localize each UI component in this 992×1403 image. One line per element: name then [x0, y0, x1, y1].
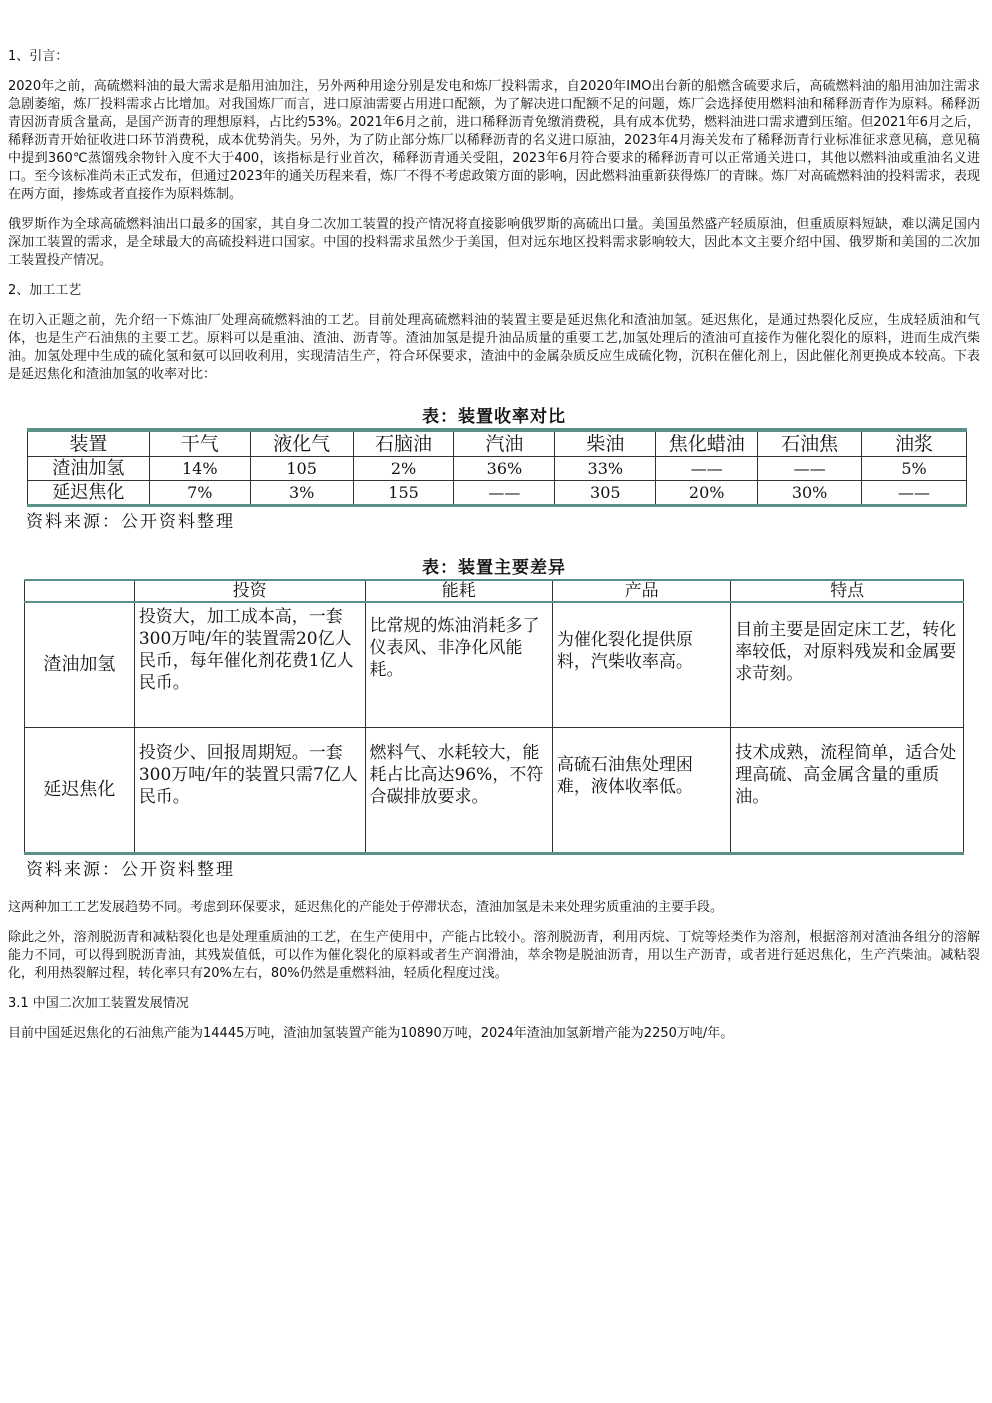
yield-header-cell: 焦化蜡油 — [656, 430, 758, 457]
yield-cell: —— — [656, 457, 758, 481]
yield-cell: 30% — [758, 481, 862, 506]
diff-header-cell: 投资 — [134, 580, 365, 602]
yield-cell: 155 — [353, 481, 454, 506]
yield-header-cell: 柴油 — [555, 430, 656, 457]
yield-header-cell: 石油焦 — [758, 430, 862, 457]
intro-heading: 1、引言： — [8, 49, 69, 64]
diff-header-cell: 特点 — [731, 580, 964, 602]
yield-cell: —— — [758, 457, 862, 481]
yield-cell: —— — [862, 481, 967, 506]
diff-header-cell — [25, 580, 135, 602]
diff-table-header-row — [25, 580, 964, 602]
yield-row-label: 延迟焦化 — [28, 481, 150, 506]
table-row — [25, 728, 964, 854]
yield-cell: 305 — [555, 481, 656, 506]
yield-cell: 33% — [555, 457, 656, 481]
diff-cell: 投资少、回报周期短。一套300万吨/年的装置只需7亿人民币。 — [134, 728, 365, 854]
yield-table-title: 表：装置收率对比 — [422, 407, 566, 427]
diff-table — [24, 579, 964, 855]
yield-row-label: 渣油加氢 — [28, 457, 150, 481]
diff-cell: 比常规的炼油消耗多了仪表风、非净化风能耗。 — [365, 602, 552, 728]
china-paragraph: 目前中国延迟焦化的石油焦产能为14445万吨，渣油加氢装置产能为10890万吨，2024年渣油加氢新增产能为2250万吨/年。 — [8, 1026, 734, 1041]
yield-header-cell: 液化气 — [250, 430, 353, 457]
yield-cell: 2% — [353, 457, 454, 481]
yield-table — [27, 428, 967, 507]
diff-cell: 为催化裂化提供原料，汽柴收率高。 — [552, 602, 730, 728]
table-row — [25, 602, 964, 728]
table-row — [28, 481, 967, 506]
yield-cell: 105 — [250, 457, 353, 481]
yield-cell: 36% — [454, 457, 555, 481]
yield-table-header-row — [28, 430, 967, 457]
diff-header-cell: 能耗 — [365, 580, 552, 602]
trend-paragraph: 这两种加工工艺发展趋势不同。考虑到环保要求，延迟焦化的产能处于停滞状态，渣油加氢是未来处理劣质重油的主要手段。 — [8, 900, 724, 915]
yield-cell: —— — [454, 481, 555, 506]
diff-cell: 投资大，加工成本高，一套300万吨/年的装置需20亿人民币，每年催化剂花费1亿人民币。 — [134, 602, 365, 728]
diff-header-cell: 产品 — [552, 580, 730, 602]
document-body — [8, 48, 980, 1055]
diff-table-source: 资料来源：公开资料整理 — [26, 860, 235, 880]
yield-table-source: 资料来源：公开资料整理 — [26, 512, 235, 532]
yield-cell: 20% — [656, 481, 758, 506]
yield-cell: 3% — [250, 481, 353, 506]
process-heading: 2、加工工艺 — [8, 283, 82, 298]
other-process-paragraph: 除此之外，溶剂脱沥青和减粘裂化也是处理重质油的工艺，在生产使用中，产能占比较小。溶剂脱沥青，利用丙烷、丁烷等烃类作为溶剂，根据溶剂对渣油各组分的溶解能力不同，可以得到脱沥青油，其残炭值低，可以作为催化裂化的原料或者生产润滑油，萃余物是脱油沥青，用以生产沥青，或者进行延迟焦化，生产汽柴油。减粘裂化，利用热裂解过程，转化率只有20%左右，80%仍然是重燃料油，轻质化程度过浅。 — [8, 930, 980, 981]
yield-cell: 7% — [149, 481, 250, 506]
yield-header-cell: 装置 — [28, 430, 150, 457]
yield-header-cell: 石脑油 — [353, 430, 454, 457]
diff-cell: 目前主要是固定床工艺，转化率较低，对原料残炭和金属要求苛刻。 — [731, 602, 964, 728]
diff-row-label: 延迟焦化 — [25, 728, 135, 854]
diff-cell: 技术成熟，流程简单，适合处理高硫、高金属含量的重质油。 — [731, 728, 964, 854]
yield-cell: 14% — [149, 457, 250, 481]
yield-header-cell: 汽油 — [454, 430, 555, 457]
china-heading: 3.1 中国二次加工装置发展情况 — [8, 996, 189, 1011]
diff-cell: 燃料气、水耗较大，能耗占比高达96%，不符合碳排放要求。 — [365, 728, 552, 854]
diff-cell: 高硫石油焦处理困难，液体收率低。 — [552, 728, 730, 854]
diff-table-title: 表：装置主要差异 — [422, 558, 566, 578]
intro-paragraph-2: 俄罗斯作为全球高硫燃料油出口最多的国家，其自身二次加工装置的投产情况将直接影响俄罗斯的高硫出口量。美国虽然盛产轻质原油，但重质原料短缺，难以满足国内深加工装置的需求，是全球最大的高硫投料进口国家。中国的投料需求虽然少于美国，但对远东地区投料需求影响较大，因此本文主要介绍中国、俄罗斯和美国的二次加工装置投产情况。 — [8, 217, 980, 268]
yield-header-cell: 干气 — [149, 430, 250, 457]
intro-paragraph-1: 2020年之前，高硫燃料油的最大需求是船用油加注，另外两种用途分别是发电和炼厂投料需求，自2020年IMO出台新的船燃含硫要求后，高硫燃料油的船用油加注需求急剧萎缩，炼厂投料需求占比增加。对我国炼厂而言，进口原油需要占用进口配额，为了解决进口配额不足的问题，炼厂会选择使用燃料油和稀释沥青作为原料。稀释沥青因沥青质含量高，是国产沥青的理想原料，占比约53%。2021年6月之前，进口稀释沥青免缴消费税，具有成本优势，燃料油进口需求遭到压缩。但2021年6月之后，稀释沥青开始征收进口环节消费税，成本优势消失。另外，为了防止部分炼厂以稀释沥青的名义进口原油，2023年4月海关发布了稀释沥青行业标准征求意见稿，意见稿中提到360℃蒸馏残余物针入度不大于400，该指标是行业首次，稀释沥青通关受阻，2023年6月符合要求的稀释沥青可以正常通关进口，其他以燃料油或重油名义进口。至今该标准尚未正式发布，但通过2023年的通关历程来看，炼厂不得不考虑政策方面的影响，因此燃料油重新获得炼厂的青睐。炼厂对高硫燃料油的投料需求，表现在两方面，掺炼或者直接作为原料炼制。 — [8, 79, 980, 202]
yield-header-cell: 油浆 — [862, 430, 967, 457]
process-paragraph: 在切入正题之前，先介绍一下炼油厂处理高硫燃料油的工艺。目前处理高硫燃料油的装置主要是延迟焦化和渣油加氢。延迟焦化，是通过热裂化反应，生成轻质油和气体，也是生产石油焦的主要工艺。原料可以是重油、渣油、沥青等。渣油加氢是提升油品质量的重要工艺,加氢处理后的渣油可直接作为催化裂化的原料，进而生成汽柴油。加氢处理中生成的硫化氢和氨可以回收利用，实现清洁生产，符合环保要求，渣油中的金属杂质反应生成硫化物，沉积在催化剂上，因此催化剂更换成本较高。下表是延迟焦化和渣油加氢的收率对比： — [8, 313, 980, 382]
table-row — [28, 457, 967, 481]
diff-row-label: 渣油加氢 — [25, 602, 135, 728]
yield-cell: 5% — [862, 457, 967, 481]
